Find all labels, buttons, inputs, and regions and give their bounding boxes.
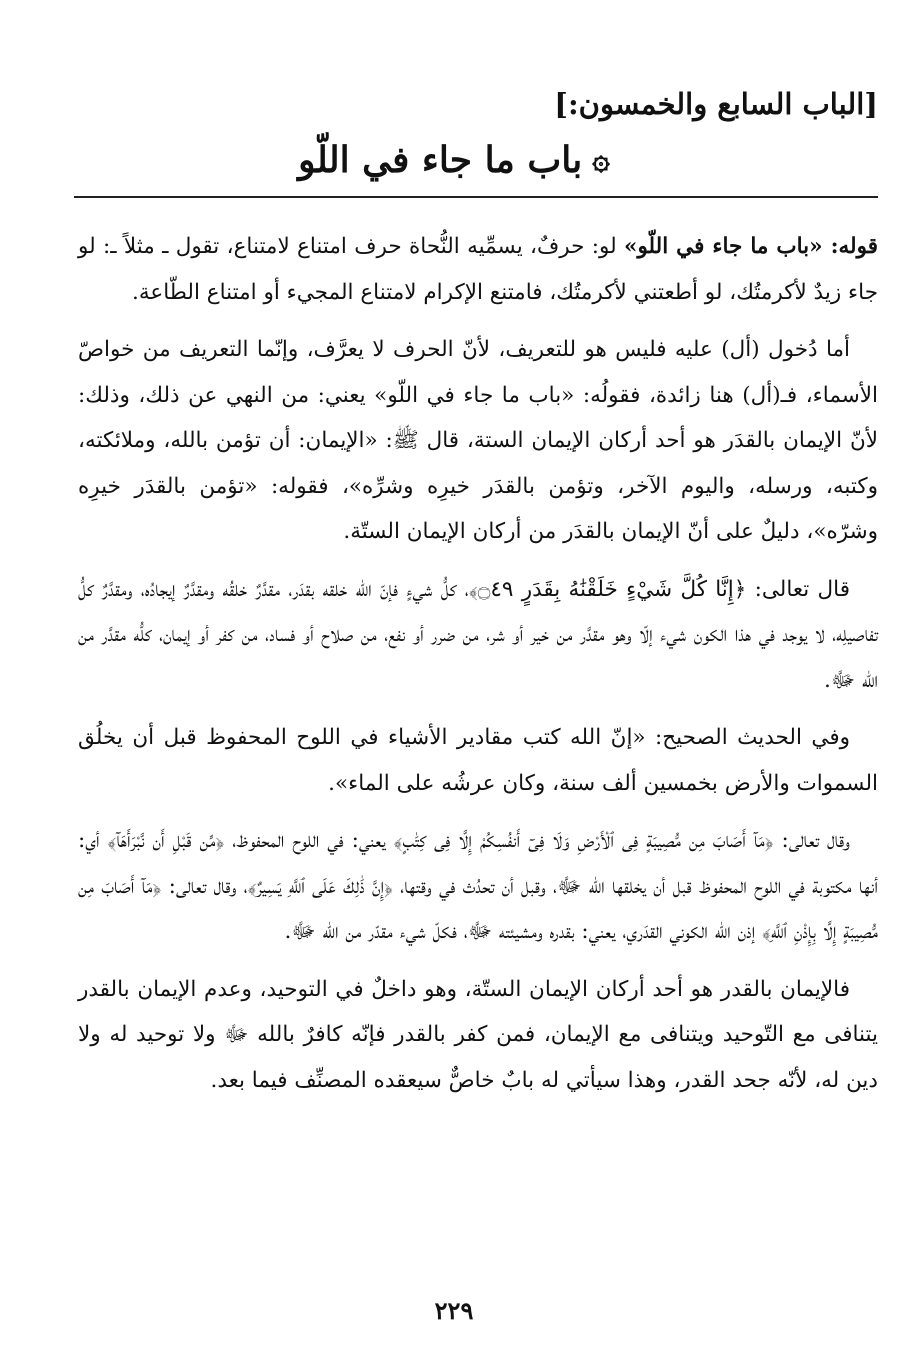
paragraph-text: فالإيمان بالقدر هو أحد أركان الإيمان الستّة، وهو داخلٌ في التوحيد، وعدم الإيمان بالقدر يتنافى مع التّوحيد ويتنافى مع الإيمان، فمن كفر بالقدر فإنّه كافرٌ بالله ﷻ ولا توحيد له ولا دين له، لأنّه جحد القدر، وهذا سيأتي له بابٌ خاصٌّ سيعقده المصنِّف فيما بعد.: [78, 976, 878, 1093]
title-divider: [74, 196, 878, 198]
paragraph-3: [78, 567, 878, 704]
paragraph-5: [78, 818, 878, 955]
paragraph-text: لو: حرفٌ، يسمِّيه النُّحاة حرف امتناع لامتناع، تقول ـ مثلاً ـ: لو جاء زيدٌ لأكرمتُك، لو أطعتني لأكرمتُك، فامتنع الإكرام لامتناع المجيء أو امتناع الطّاعة.: [78, 234, 878, 305]
paragraph-lead: قوله: «باب ما جاء في اللّو»: [624, 234, 878, 259]
page-number: ٢٢٩: [434, 1296, 474, 1325]
paragraph-text: وقال تعالى: ﴿مَآ أَصَابَ مِن مُّصِيبَةٍ فِى ٱلْأَرْضِ وَلَا فِىٓ أَنفُسِكُمْ إِلَّا فِى كِتَٰبٍ﴾ يعني: في اللوح المحفوظ، ﴿مِّن قَبْلِ أَن نَّبْرَأَهَآ﴾ أي: أنها مكتوبة في اللوح المحفوظ قبل أن يخلقها الله ﷻ، وقبل أن تحدُث في وقتها، ﴿إِنَّ ذَٰلِكَ عَلَى ٱللَّهِ يَسِيرٌ﴾، وقال تعالى: ﴿مَآ أَصَابَ مِن مُّصِيبَةٍ إِلَّا بِإِذْنِ ٱللَّهِ﴾ إذن الله الكوني القدَري، يعني: بقدره ومشيئته ﷻ، فكلّ شيء مقدّر من الله ﷻ.: [78, 828, 878, 944]
paragraph-text: أما دُخول (أل) عليه فليس هو للتعريف، لأنّ الحرف لا يعرَّف، وإنّما التعريف من خواصّ الأسماء، فـ(أل) هنا زائدة، فقولُه: «باب ما جاء في اللّو» يعني: من النهي عن ذلك، وذلك: لأنّ الإيمان بالقدَر هو أحد أركان الإيمان الستة، قال ﷺ: «الإيمان: أن تؤمن بالله، وملائكته، وكتبه، ورسله، واليوم الآخر، وتؤمن بالقدَر خيرِه وشرِّه»، فقوله: «تؤمن بالقدَر خيرِه وشرّه»، دليلٌ على أنّ الإيمان بالقدَر من أركان الإيمان الستّة.: [78, 337, 878, 544]
body-text: [78, 224, 878, 1115]
paragraph-text: قال تعالى: ﴿إِنَّا كُلَّ شَيْءٍ خَلَقْنَٰهُ بِقَدَرٍ ۝٤٩﴾، كلُّ شيءٍ فإنّ الله خلقه بقدَر، مقدَّرٌ خلقُه ومقدَّرٌ إيجادُه، ومقدَّرٌ كلُّ تفاصيلِه، لا يوجد في هذا الكون شيء إلّا وهو مقدَّر من خير أو شر، من ضرر أو نفع، من صلاح أو فساد، من كفر أو إيمان، كلُّه مقدَّر من الله ﷻ.: [78, 576, 878, 693]
paragraph-2: [78, 327, 878, 555]
flower-ornament-icon: ۞: [592, 142, 610, 177]
chapter-heading: [الباب السابع والخمسون:]: [554, 87, 878, 121]
paragraph-1: [78, 224, 878, 315]
title-text: باب ما جاء في اللّو: [298, 139, 583, 181]
paragraph-6: [78, 967, 878, 1104]
paragraph-4: [78, 715, 878, 806]
page-title: [74, 132, 834, 188]
paragraph-text: وفي الحديث الصحيح: «إنّ الله كتب مقادير الأشياء في اللوح المحفوظ قبل أن يخلُق السموات والأرض بخمسين ألف سنة، وكان عرشُه على الماء».: [78, 725, 878, 796]
